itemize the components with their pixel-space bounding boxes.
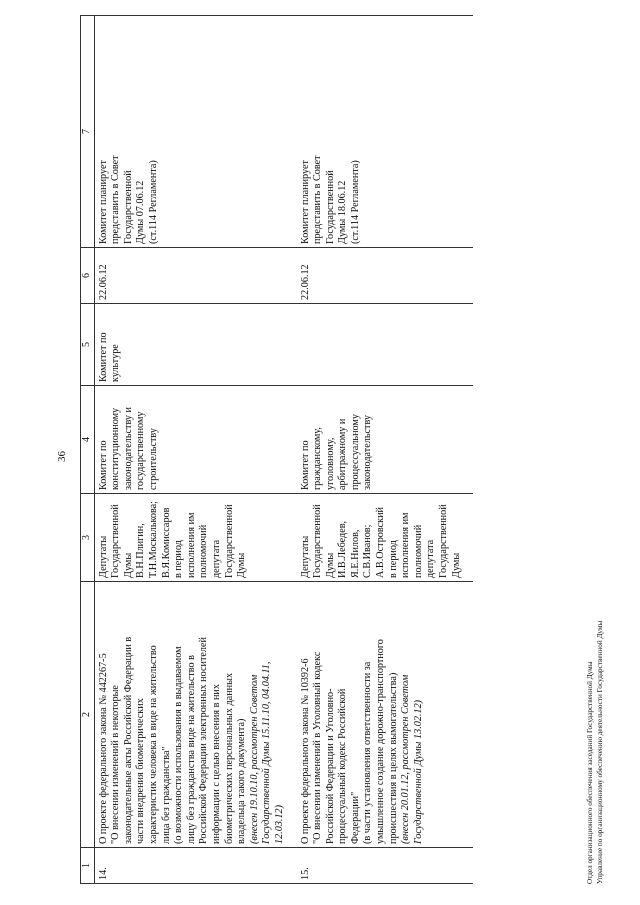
note-line: (ст.114 Регламента) <box>349 160 361 244</box>
note-line: представить в Совет <box>312 155 324 244</box>
bill-line: характеристик человека в виде на жительство <box>147 645 159 844</box>
co-committee-line: Комитет по <box>97 332 109 382</box>
bill-line: информации с целью внесения в них <box>210 684 222 844</box>
initiator-line: С.В.Иванов; <box>362 524 374 578</box>
responsible-committee <box>297 386 474 494</box>
row-number: 15. <box>297 848 474 884</box>
column-header: 6 <box>81 248 95 304</box>
initiator-line: Т.Н.Москалькова; <box>147 500 159 578</box>
co-executor-committee <box>94 304 296 386</box>
note-line: Комитет планирует <box>299 160 311 244</box>
initiator-line: Думы <box>450 552 462 578</box>
bill-line: Российской Федерации и Уголовно- <box>324 688 336 844</box>
page-number: 36 <box>56 451 68 462</box>
initiator-line: А.В.Островский <box>375 506 387 578</box>
column-header: 5 <box>81 304 95 386</box>
note-line: Думы 18.06.12 <box>337 180 349 244</box>
committee-line: Комитет по <box>299 440 311 490</box>
bill-line: биометрических персональных данных <box>223 672 235 844</box>
page-footer <box>586 621 605 884</box>
initiator-line: в период <box>387 540 399 578</box>
committee-line: уголовному, <box>324 437 336 490</box>
table-row <box>94 16 296 884</box>
initiator-line: исполнения им <box>400 512 412 578</box>
bill-line: владельца такого документа) <box>236 718 248 844</box>
initiator-line: В.Я.Комиссаров <box>160 507 172 578</box>
initiators <box>94 494 296 582</box>
document-page <box>20 10 620 890</box>
bill-line: "О внесении изменений в Уголовный кодекс <box>312 651 324 844</box>
initiators <box>297 494 474 582</box>
initiator-line: исполнения им <box>185 512 197 578</box>
consideration-date: 22.06.12 <box>297 248 474 304</box>
initiator-line: Депутаты <box>97 535 109 578</box>
bill-status-note: Государственной Думы 13.02.12) <box>412 699 424 844</box>
consideration-date: 22.06.12 <box>94 248 296 304</box>
bill-line: Российской Федерации электронных носителей <box>198 637 210 844</box>
committee-line: процессуальному <box>349 414 361 490</box>
bill-status-note: (внесен 19.10.10, рассмотрен Советом <box>248 674 260 844</box>
committee-line: государственному <box>135 411 147 490</box>
responsible-committee <box>94 386 296 494</box>
bill-line: части внедрения биометрических <box>135 698 147 844</box>
bill-line: лицу без гражданства виде на жительство в <box>185 655 197 844</box>
initiator-line: Думы <box>324 552 336 578</box>
column-header: 1 <box>81 848 95 884</box>
initiator-line: И.В.Лебедев, <box>337 520 349 578</box>
note-line: (ст.114 Регламента) <box>147 160 159 244</box>
note-line: представить в Совет <box>110 155 122 244</box>
bill-status-note: (внесен 20.01.12, рассмотрен Советом <box>400 674 412 844</box>
initiator-line: Государственной <box>312 504 324 578</box>
initiator-line: Государственной <box>438 504 450 578</box>
footer-line: Управление по организационному обеспечению деятельности Государственной Думы <box>595 620 604 884</box>
initiator-line: Государственной <box>110 504 122 578</box>
bill-line: законодательные акты Российской Федерации в <box>122 636 134 844</box>
column-header: 2 <box>81 582 95 848</box>
committee-line: законодательству <box>362 415 374 490</box>
co-committee-line: культуре <box>110 344 122 382</box>
column-header-row <box>81 16 95 884</box>
bill-line: процессуальный кодекс Российской <box>337 688 349 844</box>
note-line: Комитет планирует <box>97 160 109 244</box>
column-header: 7 <box>81 16 95 248</box>
bill-description <box>94 582 296 848</box>
initiator-line: Государственной <box>223 504 235 578</box>
bill-line: (о возможности использования в выдаваемом <box>173 646 185 844</box>
co-executor-committee <box>297 304 474 386</box>
committee-line: арбитражному и <box>337 418 349 490</box>
committee-line: гражданскому, <box>312 427 324 490</box>
note-line: Думы 07.06.12 <box>135 180 147 244</box>
initiator-line: В.Н.Плигин, <box>135 523 147 578</box>
bill-line: умышленное создание дорожно-транспортного <box>375 639 387 844</box>
bill-line: происшествия в целях вымогательства) <box>387 672 399 844</box>
initiator-line: полномочий <box>412 524 424 578</box>
initiator-line: Депутаты <box>299 535 311 578</box>
initiator-line: полномочий <box>198 524 210 578</box>
table-row <box>297 16 474 884</box>
bill-status-note: Государственной Думы 15.11.10, 04.04.11, <box>261 661 273 844</box>
initiator-line: Думы <box>122 552 134 578</box>
notes <box>94 16 296 248</box>
initiator-line: в период <box>173 540 185 578</box>
initiator-line: депутата <box>210 539 222 578</box>
initiator-line: Думы <box>236 552 248 578</box>
bill-line: "О внесении изменений в некоторые <box>110 685 122 844</box>
committee-line: законодательству и <box>122 407 134 490</box>
note-line: Государственной <box>324 170 336 244</box>
column-header: 3 <box>81 494 95 582</box>
bill-status-note: 12.03.12) <box>273 804 285 844</box>
bill-line: лица без гражданства" <box>160 746 172 844</box>
committee-line: строительству <box>147 428 159 490</box>
notes <box>297 16 474 248</box>
committee-line: Комитет по <box>97 440 109 490</box>
bill-line: Федерации" <box>349 791 361 844</box>
row-number: 14. <box>94 848 296 884</box>
initiator-line: депутата <box>425 539 437 578</box>
bill-line: О проекте федерального закона № 10392-6 <box>299 658 311 844</box>
initiator-line: Я.Е.Нилов, <box>349 529 361 578</box>
bill-line: О проекте федерального закона № 442267-5 <box>97 653 109 844</box>
column-header: 4 <box>81 386 95 494</box>
committee-line: конституционному <box>110 407 122 490</box>
note-line: Государственной <box>122 170 134 244</box>
bill-description <box>297 582 474 848</box>
bill-line: (в части установления ответственности за <box>362 661 374 844</box>
agenda-table <box>80 15 473 884</box>
footer-line: Отдел организационного обеспечения заседаний Государственной Думы <box>586 661 594 884</box>
